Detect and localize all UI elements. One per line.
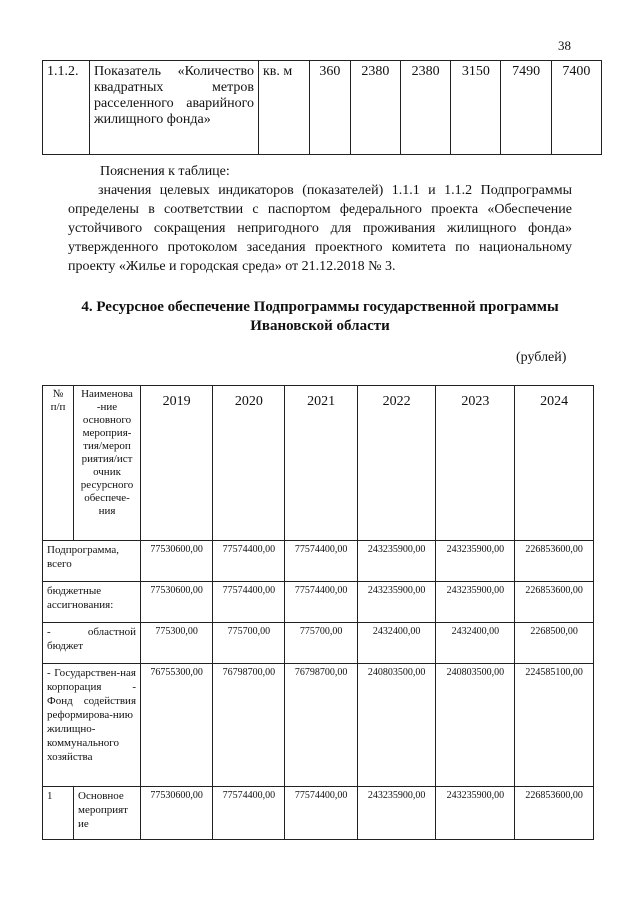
col-header-year: 2024 (515, 386, 594, 541)
indicator-table (42, 60, 602, 155)
indicator-value: 360 (310, 61, 351, 155)
col-header-num: № п/п (43, 386, 74, 541)
cell-value: 243235900,00 (436, 582, 515, 623)
indicator-code: 1.1.2. (43, 61, 90, 155)
indicator-value: 2380 (350, 61, 400, 155)
table-row (43, 582, 594, 623)
cell-value: 240803500,00 (436, 664, 515, 787)
cell-value: 77530600,00 (141, 582, 213, 623)
table-row (43, 787, 594, 840)
cell-value: 226853600,00 (515, 787, 594, 840)
indicator-unit: кв. м (259, 61, 310, 155)
table-header-row (43, 386, 594, 541)
cell-value: 243235900,00 (436, 787, 515, 840)
cell-value: 2268500,00 (515, 623, 594, 664)
cell-value: 77574400,00 (213, 787, 285, 840)
indicator-value: 3150 (451, 61, 501, 155)
cell-value: 775700,00 (285, 623, 357, 664)
cell-value: 243235900,00 (357, 582, 436, 623)
section-title: 4. Ресурсное обеспечение Подпрограммы государственной программы Ивановской области (81, 299, 559, 334)
col-header-name: Наименова -ние основного мероприя- тия/мероп риятия/ист очник ресурсного обеспече- ния (74, 386, 141, 541)
page-number: 38 (558, 38, 571, 53)
cell-value: 76798700,00 (213, 664, 285, 787)
cell-value: 76755300,00 (141, 664, 213, 787)
cell-value: 226853600,00 (515, 582, 594, 623)
cell-value: 243235900,00 (357, 787, 436, 840)
row-label: Подпрограмма, всего (43, 541, 141, 582)
col-header-year: 2020 (213, 386, 285, 541)
cell-value: 76798700,00 (285, 664, 357, 787)
cell-value: 77574400,00 (213, 582, 285, 623)
cell-value: 243235900,00 (357, 541, 436, 582)
unit-note: (рублей) (516, 350, 567, 365)
cell-value: 240803500,00 (357, 664, 436, 787)
row-number: 1 (43, 787, 74, 840)
table-row (43, 623, 594, 664)
indicator-value: 7400 (551, 61, 601, 155)
col-header-year: 2022 (357, 386, 436, 541)
cell-value: 224585100,00 (515, 664, 594, 787)
row-label: бюджетные ассигнования: (43, 582, 141, 623)
cell-value: 77574400,00 (285, 541, 357, 582)
row-label: - областной бюджет (43, 623, 141, 664)
cell-value: 2432400,00 (357, 623, 436, 664)
indicator-value: 2380 (400, 61, 450, 155)
table-row (43, 61, 602, 155)
cell-value: 77530600,00 (141, 541, 213, 582)
resource-table (42, 385, 594, 840)
indicator-name: Показатель «Количество квадратных метров расселенного аварийного жилищного фонда» (90, 61, 259, 155)
cell-value: 2432400,00 (436, 623, 515, 664)
cell-value: 77574400,00 (285, 582, 357, 623)
row-label: Основное мероприят ие (74, 787, 141, 840)
cell-value: 226853600,00 (515, 541, 594, 582)
col-header-year: 2023 (436, 386, 515, 541)
table-row (43, 664, 594, 787)
notes-body: значения целевых индикаторов (показателей) 1.1.1 и 1.1.2 Подпрограммы определены в соответствии с паспортом федерального проекта «Обеспечение устойчивого сокращения непригодного для проживания жилищного фонда» утвержденного протоколом заседания проектного комитета по национальному проекту «Жилье и городская среда» от 21.12.2018 № 3. (68, 183, 572, 274)
cell-value: 775700,00 (213, 623, 285, 664)
table-row (43, 541, 594, 582)
row-label: - Государствен-ная корпорация - Фонд содействия реформирова-нию жилищно-коммунального хозяйства (43, 664, 141, 787)
indicator-value: 7490 (501, 61, 551, 155)
cell-value: 77574400,00 (285, 787, 357, 840)
cell-value: 775300,00 (141, 623, 213, 664)
col-header-year: 2019 (141, 386, 213, 541)
notes-heading: Пояснения к таблице: (100, 164, 230, 179)
cell-value: 243235900,00 (436, 541, 515, 582)
col-header-year: 2021 (285, 386, 357, 541)
cell-value: 77530600,00 (141, 787, 213, 840)
cell-value: 77574400,00 (213, 541, 285, 582)
